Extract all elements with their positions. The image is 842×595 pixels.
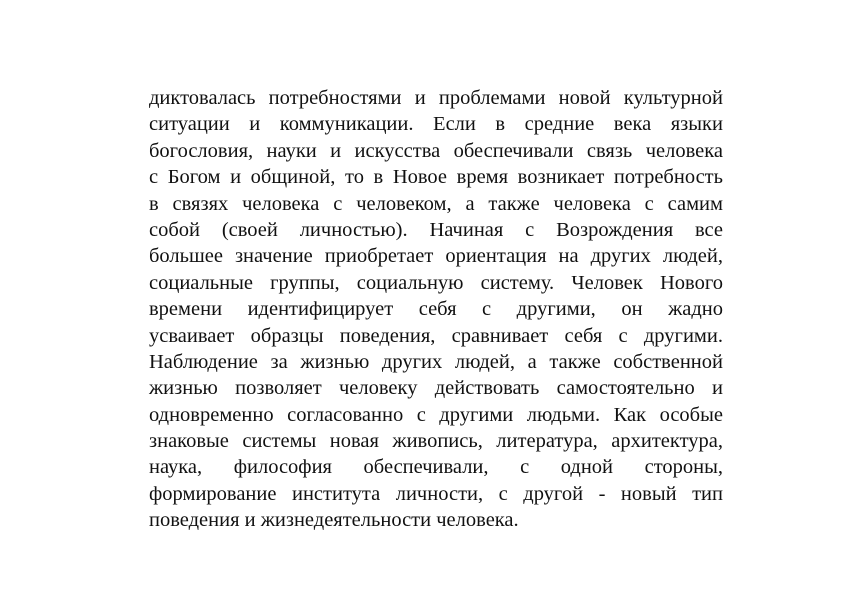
text-line: в связях человека с человеком, а также человека с самим xyxy=(149,192,723,215)
text-line: большее значение приобретает ориентация на других людей, xyxy=(149,245,723,268)
text-line: формирование института личности, с другой - новый тип xyxy=(149,482,723,505)
text-line: собой (своей личностью). Начиная с Возрождения все xyxy=(149,218,723,241)
text-line: социальные группы, социальную систему. Человек Нового xyxy=(149,271,723,294)
text-line: времени идентифицирует себя с другими, он жадно xyxy=(149,298,723,321)
text-line: ситуации и коммуникации. Если в средние века языки xyxy=(149,113,723,136)
text-line: усваивает образцы поведения, сравнивает себя с другими. xyxy=(149,324,723,347)
text-line: диктовалась потребностями и проблемами новой культурной xyxy=(149,87,723,109)
text-line-last: поведения и жизнедеятельности человека. xyxy=(149,509,519,532)
text-line: с Богом и общиной, то в Новое время возникает потребность xyxy=(149,166,723,189)
text-line: Наблюдение за жизнью других людей, а также собственной xyxy=(149,350,723,373)
text-line: богословия, науки и искусства обеспечивали связь человека xyxy=(149,139,723,162)
body-paragraph xyxy=(149,85,723,534)
text-line: одновременно согласованно с другими людьми. Как особые xyxy=(149,403,723,426)
text-line: наука, философия обеспечивали, с одной стороны, xyxy=(149,456,723,479)
text-line: знаковые системы новая живопись, литература, архитектура, xyxy=(149,430,723,453)
text-line: жизнью позволяет человеку действовать самостоятельно и xyxy=(149,377,723,400)
